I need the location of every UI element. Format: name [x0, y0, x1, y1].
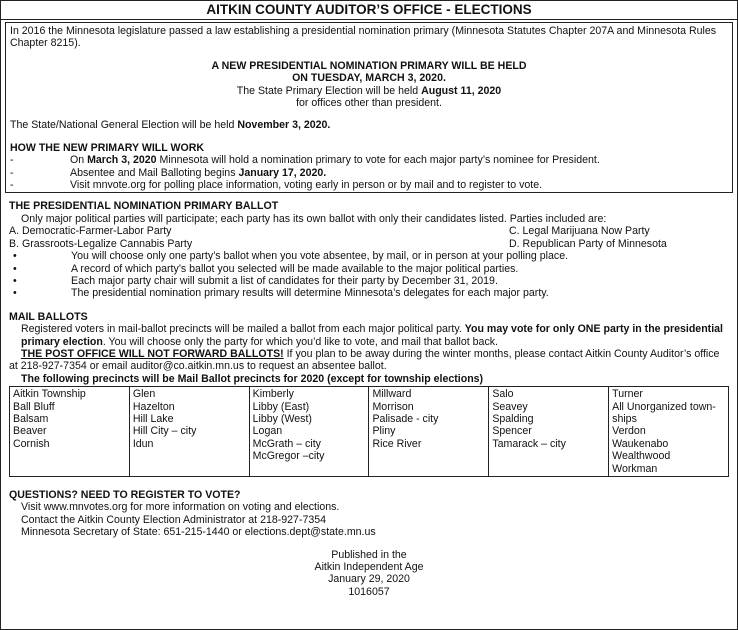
precinct-name: Glen: [132, 388, 156, 401]
footer-line: Published in the: [331, 548, 407, 561]
party-row: [9, 225, 729, 237]
general-election-text: The State/National General Election will be held: [10, 119, 238, 132]
precinct-name: All Unorganized town-: [612, 400, 716, 413]
precinct-heading: The following precincts will be Mail Ballot precincts for 2020 (except for township elections): [21, 372, 484, 385]
intro-box: [5, 22, 733, 193]
precinct-column: [129, 387, 249, 477]
party-a: A. Democratic-Farmer-Labor Party: [9, 225, 172, 238]
footer-line: 1016057: [348, 585, 390, 598]
precinct-name: ships: [612, 412, 637, 425]
state-primary-date: August 11, 2020: [421, 84, 502, 97]
precinct-column: [489, 387, 609, 477]
precinct-name: Kimberly: [252, 388, 294, 401]
bullet-mark: •: [13, 274, 17, 287]
bullet-mark: •: [13, 250, 17, 263]
mail-section: [1, 311, 737, 477]
precinct-name: Ball Bluff: [13, 400, 55, 413]
precinct-name: Cornish: [13, 437, 50, 450]
how-item: [10, 154, 728, 166]
primary-headline-1: A NEW PRESIDENTIAL NOMINATION PRIMARY WILL BE HELD: [211, 59, 527, 72]
dash-mark: -: [10, 166, 14, 179]
ballot-bullet: [9, 287, 729, 299]
precinct-name: Spalding: [492, 412, 534, 425]
party-b: B. Grassroots-Legalize Cannabis Party: [9, 237, 193, 250]
state-primary-suffix: for offices other than president.: [296, 97, 442, 110]
mail-p2-text: If you plan to be away during the winter months, please contact Aitkin County Auditor’s office at 218-927-7354 or email auditor@co.aitkin.mn.us to request an absentee ballot.: [9, 347, 720, 373]
page-title: AITKIN COUNTY AUDITOR’S OFFICE - ELECTIONS: [1, 1, 737, 20]
dash-mark: -: [10, 154, 14, 167]
precinct-name: Libby (East): [252, 400, 310, 413]
ballot-title: THE PRESIDENTIAL NOMINATION PRIMARY BALLOT: [9, 200, 279, 213]
how-item-bold: January 17, 2020.: [238, 166, 327, 179]
mail-p1-end: . You will choose only the party for which you’d like to vote, and mail that ballot back.: [102, 335, 498, 348]
precinct-column: [249, 387, 369, 477]
precinct-name: Libby (West): [252, 412, 312, 425]
questions-line: Minnesota Secretary of State: 651-215-1440 or elections.dept@state.mn.us: [21, 526, 376, 539]
how-item: [10, 179, 728, 191]
precinct-name: Hill City – city: [132, 425, 197, 438]
precinct-name: Salo: [492, 388, 514, 401]
how-item-text: [70, 154, 600, 166]
precinct-column: [609, 387, 729, 477]
precinct-name: Idun: [132, 437, 154, 450]
precinct-column: [10, 387, 130, 477]
primary-headline-2: ON TUESDAY, MARCH 3, 2020.: [292, 72, 446, 85]
ballot-bullet: [9, 250, 729, 262]
mail-p1-bold: You may vote for only ONE party in the presidential primary election: [21, 323, 723, 348]
dash-mark: -: [10, 179, 14, 192]
footer-line: Aitkin Independent Age: [314, 561, 424, 574]
post-office-warning: THE POST OFFICE WILL NOT FORWARD BALLOTS!: [21, 347, 284, 360]
how-item-bold: March 3, 2020: [87, 154, 157, 167]
general-election-date: November 3, 2020.: [237, 119, 331, 132]
ballot-lead: Only major political parties will participate; each party has its own ballot with only their candidates listed. Parties included are:: [21, 212, 607, 225]
precinct-name: Turner: [612, 388, 643, 401]
ballot-bullet: [9, 263, 729, 275]
precinct-name: Verdon: [612, 425, 646, 438]
ballot-bullet: [9, 275, 729, 287]
precinct-name: Rice River: [372, 437, 422, 450]
precinct-name: Workman: [612, 462, 658, 475]
state-primary-line: [10, 85, 728, 97]
how-item: [10, 167, 728, 179]
precinct-column: [369, 387, 489, 477]
bullet-mark: •: [13, 262, 17, 275]
questions-line: Contact the Aitkin County Election Administrator at 218-927-7354: [21, 513, 327, 526]
precinct-name: Beaver: [13, 425, 47, 438]
questions-section: [1, 489, 737, 539]
precinct-name: McGrath – city: [252, 437, 321, 450]
precinct-name: Tamarack – city: [492, 437, 566, 450]
precinct-name: Logan: [252, 425, 283, 438]
how-item-prefix: On: [70, 154, 88, 167]
intro-paragraph: In 2016 the Minnesota legislature passed a law establishing a presidential nomination primary (Minnesota Statutes Chapter 207A and Minnesota Rules Chapter 8215).: [10, 25, 717, 50]
mail-p1-text: Registered voters in mail-ballot precincts will be mailed a ballot from each major political party.: [21, 323, 465, 336]
footer-line: January 29, 2020: [328, 573, 410, 586]
questions-line: Visit www.mnvotes.org for more information on voting and elections.: [21, 501, 340, 514]
how-item-suffix: Minnesota will hold a nomination primary to vote for each major party’s nominee for President.: [156, 154, 600, 167]
mail-paragraph-2: [9, 348, 729, 373]
precinct-name: Pliny: [372, 425, 396, 438]
ballot-section: [1, 200, 737, 299]
precinct-name: Aitkin Township: [13, 388, 86, 401]
precinct-name: Seavey: [492, 400, 528, 413]
party-c: C. Legal Marijuana Now Party: [509, 225, 650, 238]
bullet-text: The presidential nomination primary results will determine Minnesota’s delegates for each major party.: [71, 287, 549, 300]
publication-footer: [1, 549, 737, 599]
questions-title: QUESTIONS? NEED TO REGISTER TO VOTE?: [9, 489, 241, 501]
party-row: [9, 238, 729, 250]
bullet-text: A record of which party’s ballot you selected will be made available to the major political parties.: [71, 262, 519, 275]
precinct-name: Wealthwood: [612, 450, 671, 463]
how-item-prefix: Absentee and Mail Balloting begins: [70, 166, 239, 179]
general-election-line: [10, 119, 728, 131]
bullet-mark: •: [13, 287, 17, 300]
precinct-name: Balsam: [13, 412, 49, 425]
precinct-name: Millward: [372, 388, 412, 401]
mail-paragraph-1: [9, 323, 729, 348]
precinct-name: Waukenabo: [612, 437, 669, 450]
precinct-name: Morrison: [372, 400, 414, 413]
mail-title: MAIL BALLOTS: [9, 310, 88, 323]
precinct-table: [9, 386, 729, 477]
how-item-text: Visit mnvote.org for polling place information, voting early in person or by mail and to register to vote.: [70, 179, 543, 192]
state-primary-text: The State Primary Election will be held: [236, 84, 422, 97]
bullet-text: You will choose only one party’s ballot when you vote absentee, by mail, or in person at your polling place.: [71, 250, 569, 263]
bullet-text: Each major party chair will submit a list of candidates for their party by December 31, 2019.: [71, 274, 498, 287]
how-item-text: [70, 167, 326, 179]
precinct-name: Spencer: [492, 425, 532, 438]
precinct-name: Hazelton: [132, 400, 175, 413]
precinct-name: Palisade - city: [372, 412, 439, 425]
party-d: D. Republican Party of Minnesota: [509, 237, 667, 250]
precinct-name: Hill Lake: [132, 412, 174, 425]
precinct-name: McGregor –city: [252, 450, 325, 463]
table-row: [10, 387, 729, 477]
how-title: HOW THE NEW PRIMARY WILL WORK: [10, 141, 205, 154]
